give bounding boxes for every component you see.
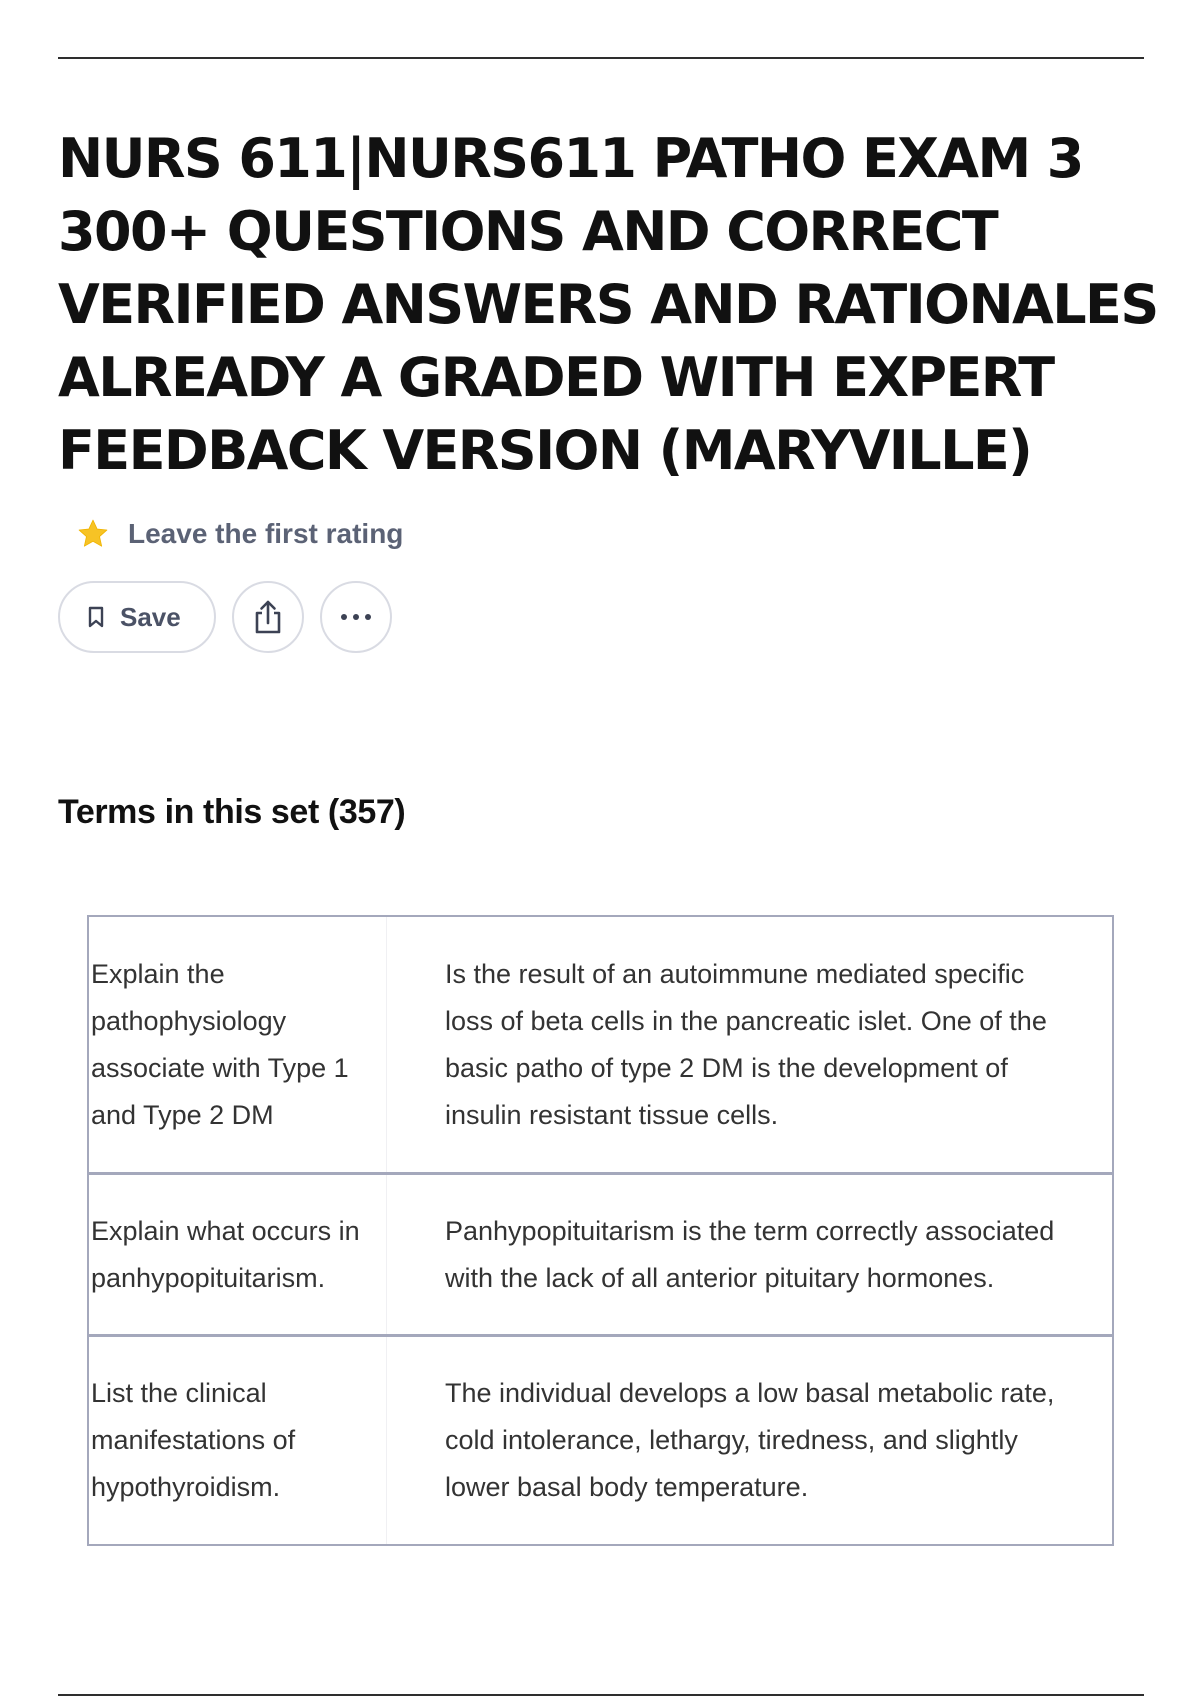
bookmark-icon [86,605,106,629]
definition-cell: Is the result of an autoimmune mediated specific loss of beta cells in the pancreatic islet. One of the basic patho of type 2 DM is the development of insulin resistant tissue cells. [445,958,1047,1130]
term-cell: Explain the pathophysiology associate with Type 1 and Type 2 DM [89,917,387,1172]
rating-prompt[interactable] [76,517,403,551]
table-row [89,1172,1112,1334]
terms-table [87,915,1114,1546]
save-label: Save [120,601,181,632]
share-icon [252,599,284,635]
definition-cell: Panhypopituitarism is the term correctly associated with the lack of all anterior pituitary hormones. [445,1215,1055,1293]
bottom-divider [58,1694,1144,1696]
more-options-icon [339,613,373,621]
rating-label[interactable]: Leave the first rating [128,518,404,549]
table-row [89,917,1112,1172]
share-button[interactable] [232,581,304,653]
top-divider [58,57,1144,59]
definition-cell: The individual develops a low basal metabolic rate, cold intolerance, lethargy, tiredness, and slightly lower basal body temperature. [445,1378,1055,1502]
table-row [89,1334,1112,1544]
star-icon [76,517,110,551]
save-button[interactable] [58,581,216,653]
action-bar [58,581,392,653]
more-options-button[interactable] [320,581,392,653]
term-cell: List the clinical manifestations of hypothyroidism. [89,1337,387,1544]
page-title: NURS 611|NURS611 PATHO EXAM 3 300+ QUESTIONS AND CORRECT VERIFIED ANSWERS AND RATIONALES ALREADY A GRADED WITH EXPERT FEEDBACK VERSION (MARYVILLE) [58,127,1158,482]
term-cell: Explain what occurs in panhypopituitarism. [89,1175,387,1334]
terms-heading: Terms in this set (357) [58,793,406,831]
